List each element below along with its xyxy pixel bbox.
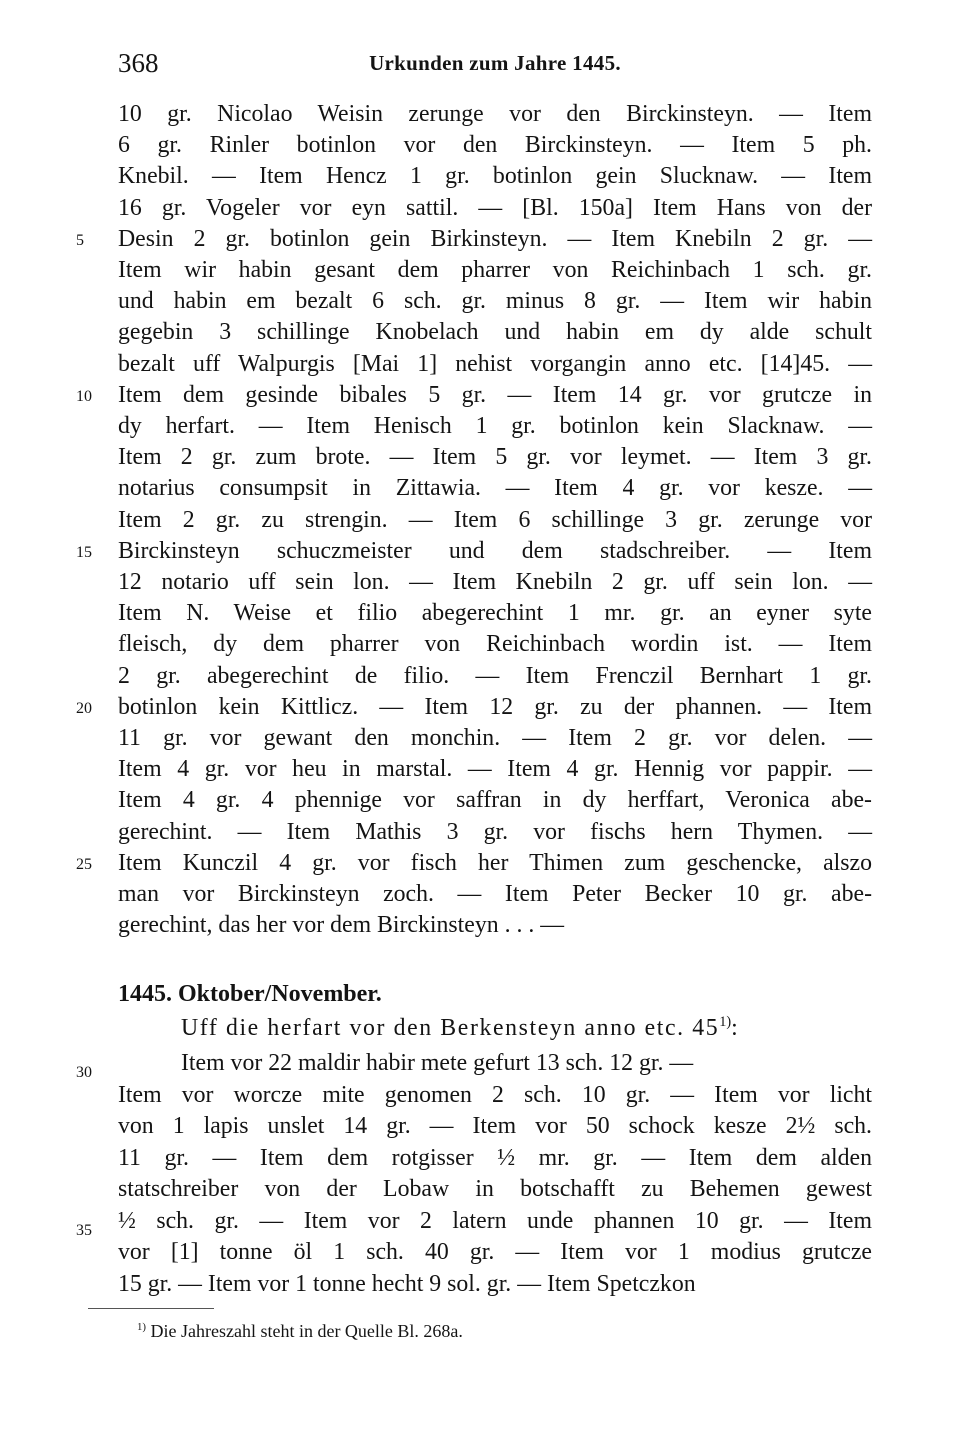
line-number: 15 — [76, 543, 92, 561]
text-line: gegebin 3 schillinge Knobelach und habin em dy alde schult — [118, 319, 872, 346]
text-line: Item wir habin gesant dem pharrer von Reichinbach 1 sch. gr. — [118, 257, 872, 283]
line-number: 10 — [76, 387, 92, 405]
text-line: dy herfart. — Item Henisch 1 gr. botinlon kein Slacknaw. — — [118, 413, 872, 439]
text-line: gerechint. — Item Mathis 3 gr. vor fischs hern Thymen. — — [118, 818, 872, 845]
footnote-divider — [88, 1308, 214, 1309]
text-line: man vor Birckinsteyn zoch. — Item Peter Becker 10 gr. abe- — [118, 881, 872, 907]
text-line: Item 2 gr. zu strengin. — Item 6 schillinge 3 gr. zerunge vor — [118, 506, 872, 533]
text-line: 12 notario uff sein lon. — Item Knebiln 2 gr. uff sein lon. — — [118, 569, 872, 595]
line-number: 20 — [76, 699, 92, 717]
subheading-text: Uff die herfart vor den Berkensteyn anno etc. 45 — [181, 1015, 720, 1041]
text-line: Item vor 22 maldir habir mete gefurt 13 sch. 12 gr. — — [181, 1050, 694, 1076]
section-heading: 1445. Oktober/November. — [118, 981, 382, 1007]
text-line: von 1 lapis unslet 14 gr. — Item vor 50 schock kesze 2½ sch. — [118, 1113, 872, 1139]
text-line: Desin 2 gr. botinlon gein Birkinsteyn. — Item Knebiln 2 gr. — — [118, 225, 872, 252]
running-title: Urkunden zum Jahre 1445. — [369, 51, 621, 75]
footnote — [137, 1318, 837, 1344]
text-line: ½ sch. gr. — Item vor 2 latern unde phannen 10 gr. — Item — [118, 1207, 872, 1234]
line-number: 35 — [76, 1221, 92, 1239]
footnote-reference: 1) — [719, 1014, 732, 1031]
text-line: 15 gr. — Item vor 1 tonne hecht 9 sol. gr. — Item Spetczkon — [118, 1270, 696, 1297]
section-subheading — [118, 1012, 872, 1044]
text-line: Item vor worcze mite genomen 2 sch. 10 gr. — Item vor licht — [118, 1081, 872, 1108]
text-line: 16 gr. Vogeler vor eyn sattil. — [Bl. 150a] Item Hans von der — [118, 194, 872, 221]
footnote-text: Die Jahreszahl steht in der Quelle Bl. 268a. — [150, 1321, 463, 1341]
line-number: 30 — [76, 1064, 92, 1081]
text-line: bezalt uff Walpurgis [Mai 1] nehist vorgangin anno etc. [14]45. — — [118, 350, 872, 377]
text-line: und habin em bezalt 6 sch. gr. minus 8 gr. — Item wir habin — [118, 288, 872, 315]
footnote-marker: 1) — [137, 1321, 146, 1333]
text-line: Knebil. — Item Hencz 1 gr. botinlon gein Slucknaw. — Item — [118, 163, 872, 190]
text-line: 11 gr. — Item dem rotgisser ½ mr. gr. — Item dem alden — [118, 1144, 872, 1171]
text-line: 11 gr. vor gewant den monchin. — Item 2 gr. vor delen. — — [118, 725, 872, 751]
text-line: Item 4 gr. 4 phennige vor saffran in dy herffart, Veronica abe- — [118, 787, 872, 814]
text-line: Birckinsteyn schuczmeister und dem stadschreiber. — Item — [118, 537, 872, 564]
page-header — [118, 46, 872, 80]
text-line: statschreiber von der Lobaw in botschafft zu Behemen gewest — [118, 1176, 872, 1202]
line-number: 25 — [76, 855, 92, 873]
text-line: notarius consumpsit in Zittawia. — Item 4 gr. vor kesze. — — [118, 475, 872, 502]
text-line: 10 gr. Nicolao Weisin zerunge vor den Birckinsteyn. — Item — [118, 101, 872, 127]
text-line: vor [1] tonne öl 1 sch. 40 gr. — Item vor 1 modius grutcze — [118, 1239, 872, 1265]
page-number: 368 — [118, 48, 159, 78]
subheading-colon: : — [731, 1015, 738, 1041]
text-line: Item Kunczil 4 gr. vor fisch her Thimen zum geschencke, alszo — [118, 849, 872, 876]
text-line: 2 gr. abegerechint de filio. — Item Frenczil Bernhart 1 gr. — [118, 662, 872, 689]
text-line: Item 2 gr. zum brote. — Item 5 gr. vor leymet. — Item 3 gr. — [118, 444, 872, 471]
text-line: Item dem gesinde bibales 5 gr. — Item 14 gr. vor grutcze in — [118, 381, 872, 408]
text-line: gerechint, das her vor dem Birckinsteyn . . . — — [118, 912, 565, 939]
line-number: 5 — [76, 231, 84, 249]
text-line: Item 4 gr. vor heu in marstal. — Item 4 gr. Hennig vor pappir. — — [118, 756, 872, 783]
text-line: fleisch, dy dem pharrer von Reichinbach wordin ist. — Item — [118, 631, 872, 658]
text-line: botinlon kein Kittlicz. — Item 12 gr. zu der phannen. — Item — [118, 693, 872, 720]
text-line: 6 gr. Rinler botinlon vor den Birckinsteyn. — Item 5 ph. — [118, 132, 872, 159]
text-line: Item N. Weise et filio abegerechint 1 mr. gr. an eyner syte — [118, 600, 872, 627]
